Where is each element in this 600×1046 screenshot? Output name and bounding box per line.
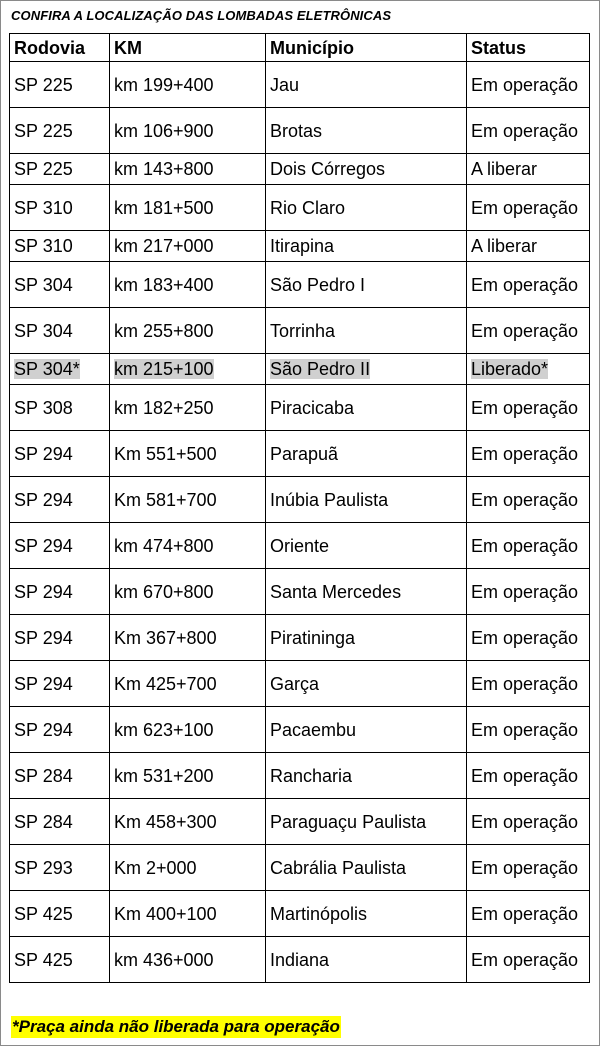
cell-rodovia-text: SP 425 bbox=[14, 949, 73, 970]
cell-status-text: Em operação bbox=[471, 903, 579, 924]
cell-km bbox=[110, 661, 266, 707]
cell-status-text: Em operação bbox=[471, 581, 579, 602]
cell-rodovia bbox=[10, 354, 110, 385]
table-row bbox=[10, 569, 590, 615]
cell-km bbox=[110, 231, 266, 262]
cell-status-text: Em operação bbox=[471, 443, 579, 464]
table-row bbox=[10, 477, 590, 523]
cell-status bbox=[467, 891, 590, 937]
cell-km-text: km 670+800 bbox=[114, 581, 214, 602]
cell-status-text: Em operação bbox=[471, 197, 579, 218]
cell-municipio-text: Santa Mercedes bbox=[270, 581, 402, 602]
cell-municipio bbox=[266, 108, 467, 154]
cell-km bbox=[110, 354, 266, 385]
cell-km bbox=[110, 845, 266, 891]
cell-km-text: km 474+800 bbox=[114, 535, 214, 556]
cell-status-text: Em operação bbox=[471, 74, 579, 95]
header-rodovia: Rodovia bbox=[10, 34, 110, 62]
cell-rodovia-text: SP 425 bbox=[14, 903, 73, 924]
cell-municipio-text: Dois Córregos bbox=[270, 159, 386, 179]
cell-km bbox=[110, 477, 266, 523]
cell-municipio bbox=[266, 431, 467, 477]
cell-status-text: A liberar bbox=[471, 236, 538, 256]
cell-km bbox=[110, 523, 266, 569]
cell-municipio bbox=[266, 62, 467, 108]
cell-municipio-text: Piratininga bbox=[270, 627, 356, 648]
table-row bbox=[10, 154, 590, 185]
cell-municipio bbox=[266, 523, 467, 569]
cell-municipio bbox=[266, 308, 467, 354]
header-km: KM bbox=[110, 34, 266, 62]
cell-status-text: Em operação bbox=[471, 765, 579, 786]
cell-km bbox=[110, 707, 266, 753]
cell-status-text: A liberar bbox=[471, 159, 538, 179]
cell-status bbox=[467, 845, 590, 891]
cell-municipio-text: Torrinha bbox=[270, 320, 336, 341]
cell-municipio bbox=[266, 891, 467, 937]
cell-rodovia bbox=[10, 185, 110, 231]
table-row bbox=[10, 845, 590, 891]
cell-municipio-text: São Pedro II bbox=[270, 359, 371, 379]
cell-status-text: Em operação bbox=[471, 811, 579, 832]
table-row bbox=[10, 385, 590, 431]
cell-rodovia bbox=[10, 891, 110, 937]
cell-rodovia-text: SP 294 bbox=[14, 627, 73, 648]
cell-status bbox=[467, 477, 590, 523]
cell-municipio-text: Pacaembu bbox=[270, 719, 357, 740]
table-header-row bbox=[10, 34, 590, 62]
cell-km-text: Km 400+100 bbox=[114, 903, 217, 924]
cell-km bbox=[110, 308, 266, 354]
cell-km-text: km 217+000 bbox=[114, 236, 214, 256]
cell-municipio-text: Garça bbox=[270, 673, 320, 694]
cell-rodovia-text: SP 294 bbox=[14, 581, 73, 602]
cell-status-text: Em operação bbox=[471, 857, 579, 878]
cell-status-text: Em operação bbox=[471, 274, 579, 295]
table-row bbox=[10, 185, 590, 231]
cell-status-text: Liberado* bbox=[471, 359, 549, 379]
cell-municipio-text: Rancharia bbox=[270, 765, 353, 786]
table-row bbox=[10, 308, 590, 354]
cell-municipio-text: Inúbia Paulista bbox=[270, 489, 389, 510]
cell-km-text: km 623+100 bbox=[114, 719, 214, 740]
cell-km bbox=[110, 753, 266, 799]
cell-km-text: km 182+250 bbox=[114, 397, 214, 418]
cell-rodovia-text: SP 284 bbox=[14, 765, 73, 786]
cell-km-text: Km 458+300 bbox=[114, 811, 217, 832]
cell-rodovia bbox=[10, 707, 110, 753]
cell-rodovia bbox=[10, 108, 110, 154]
table-row bbox=[10, 661, 590, 707]
cell-km-text: km 106+900 bbox=[114, 120, 214, 141]
table-row bbox=[10, 262, 590, 308]
cell-km-text: Km 581+700 bbox=[114, 489, 217, 510]
cell-rodovia-text: SP 304 bbox=[14, 274, 73, 295]
cell-km bbox=[110, 891, 266, 937]
cell-status bbox=[467, 154, 590, 185]
cell-municipio bbox=[266, 385, 467, 431]
cell-municipio bbox=[266, 661, 467, 707]
cell-municipio-text: Rio Claro bbox=[270, 197, 346, 218]
cell-rodovia bbox=[10, 154, 110, 185]
cell-status-text: Em operação bbox=[471, 627, 579, 648]
cell-status bbox=[467, 569, 590, 615]
table-row bbox=[10, 937, 590, 983]
table-row bbox=[10, 799, 590, 845]
cell-rodovia-text: SP 308 bbox=[14, 397, 73, 418]
cell-rodovia bbox=[10, 569, 110, 615]
table-row bbox=[10, 753, 590, 799]
cell-rodovia-text: SP 293 bbox=[14, 857, 73, 878]
cell-km bbox=[110, 937, 266, 983]
cell-status bbox=[467, 799, 590, 845]
table-body bbox=[10, 62, 590, 983]
cell-rodovia-text: SP 294 bbox=[14, 489, 73, 510]
speed-bumps-table bbox=[9, 33, 590, 983]
cell-municipio bbox=[266, 154, 467, 185]
cell-rodovia-text: SP 294 bbox=[14, 535, 73, 556]
cell-status bbox=[467, 231, 590, 262]
cell-rodovia-text: SP 294 bbox=[14, 719, 73, 740]
cell-km bbox=[110, 62, 266, 108]
cell-status-text: Em operação bbox=[471, 397, 579, 418]
cell-status bbox=[467, 707, 590, 753]
cell-status bbox=[467, 354, 590, 385]
footnote: *Praça ainda não liberada para operação bbox=[12, 1017, 340, 1036]
cell-km-text: Km 367+800 bbox=[114, 627, 217, 648]
cell-municipio bbox=[266, 231, 467, 262]
cell-rodovia bbox=[10, 308, 110, 354]
table-row bbox=[10, 523, 590, 569]
cell-rodovia-text: SP 310 bbox=[14, 197, 73, 218]
cell-municipio bbox=[266, 477, 467, 523]
page-title: CONFIRA A LOCALIZAÇÃO DAS LOMBADAS ELETRÔNICAS bbox=[11, 8, 392, 23]
table-row bbox=[10, 707, 590, 753]
cell-rodovia bbox=[10, 62, 110, 108]
cell-km-text: km 183+400 bbox=[114, 274, 214, 295]
cell-status bbox=[467, 385, 590, 431]
cell-rodovia bbox=[10, 845, 110, 891]
cell-status bbox=[467, 523, 590, 569]
cell-km-text: km 436+000 bbox=[114, 949, 214, 970]
cell-municipio bbox=[266, 937, 467, 983]
table-row bbox=[10, 231, 590, 262]
cell-km bbox=[110, 385, 266, 431]
cell-rodovia-text: SP 304 bbox=[14, 320, 73, 341]
cell-status bbox=[467, 753, 590, 799]
cell-status bbox=[467, 615, 590, 661]
cell-municipio bbox=[266, 185, 467, 231]
cell-municipio bbox=[266, 753, 467, 799]
table-row bbox=[10, 108, 590, 154]
header-status: Status bbox=[467, 34, 590, 62]
cell-municipio bbox=[266, 707, 467, 753]
cell-status bbox=[467, 431, 590, 477]
header-municipio: Município bbox=[266, 34, 467, 62]
cell-status-text: Em operação bbox=[471, 120, 579, 141]
cell-municipio bbox=[266, 569, 467, 615]
cell-rodovia-text: SP 225 bbox=[14, 74, 73, 95]
cell-status-text: Em operação bbox=[471, 320, 579, 341]
table-row bbox=[10, 431, 590, 477]
cell-km-text: km 143+800 bbox=[114, 159, 214, 179]
cell-rodovia bbox=[10, 661, 110, 707]
cell-rodovia bbox=[10, 615, 110, 661]
table-row bbox=[10, 615, 590, 661]
cell-rodovia-text: SP 225 bbox=[14, 120, 73, 141]
cell-rodovia-text: SP 284 bbox=[14, 811, 73, 832]
cell-km-text: Km 425+700 bbox=[114, 673, 217, 694]
table-row bbox=[10, 891, 590, 937]
cell-rodovia bbox=[10, 799, 110, 845]
cell-status bbox=[467, 108, 590, 154]
cell-status-text: Em operação bbox=[471, 719, 579, 740]
cell-status bbox=[467, 308, 590, 354]
cell-rodovia bbox=[10, 231, 110, 262]
cell-km bbox=[110, 615, 266, 661]
cell-rodovia-text: SP 304* bbox=[14, 359, 80, 379]
cell-municipio-text: Cabrália Paulista bbox=[270, 857, 407, 878]
table-row bbox=[10, 354, 590, 385]
cell-municipio-text: Paraguaçu Paulista bbox=[270, 811, 427, 832]
cell-km-text: km 255+800 bbox=[114, 320, 214, 341]
cell-municipio bbox=[266, 262, 467, 308]
cell-rodovia bbox=[10, 385, 110, 431]
cell-km-text: km 531+200 bbox=[114, 765, 214, 786]
cell-km-text: km 181+500 bbox=[114, 197, 214, 218]
cell-status-text: Em operação bbox=[471, 949, 579, 970]
table-row bbox=[10, 62, 590, 108]
cell-municipio-text: Jau bbox=[270, 74, 300, 95]
cell-km-text: km 215+100 bbox=[114, 359, 214, 379]
cell-rodovia-text: SP 225 bbox=[14, 159, 73, 179]
cell-km bbox=[110, 262, 266, 308]
cell-km bbox=[110, 799, 266, 845]
cell-status-text: Em operação bbox=[471, 535, 579, 556]
cell-rodovia bbox=[10, 262, 110, 308]
cell-rodovia-text: SP 294 bbox=[14, 443, 73, 464]
cell-rodovia bbox=[10, 431, 110, 477]
cell-km bbox=[110, 154, 266, 185]
cell-rodovia bbox=[10, 477, 110, 523]
cell-municipio-text: Oriente bbox=[270, 535, 330, 556]
cell-km-text: Km 551+500 bbox=[114, 443, 217, 464]
cell-km bbox=[110, 431, 266, 477]
cell-municipio-text: Parapuã bbox=[270, 443, 339, 464]
cell-municipio bbox=[266, 615, 467, 661]
cell-status bbox=[467, 262, 590, 308]
cell-km bbox=[110, 569, 266, 615]
cell-rodovia-text: SP 294 bbox=[14, 673, 73, 694]
cell-km bbox=[110, 185, 266, 231]
cell-municipio bbox=[266, 845, 467, 891]
cell-municipio bbox=[266, 354, 467, 385]
cell-municipio bbox=[266, 799, 467, 845]
cell-status bbox=[467, 937, 590, 983]
cell-km-text: km 199+400 bbox=[114, 74, 214, 95]
cell-municipio-text: Piracicaba bbox=[270, 397, 355, 418]
cell-status-text: Em operação bbox=[471, 673, 579, 694]
cell-km-text: Km 2+000 bbox=[114, 857, 197, 878]
cell-municipio-text: Itirapina bbox=[270, 236, 335, 256]
cell-status-text: Em operação bbox=[471, 489, 579, 510]
cell-municipio-text: Indiana bbox=[270, 949, 330, 970]
cell-municipio-text: São Pedro I bbox=[270, 274, 366, 295]
cell-rodovia-text: SP 310 bbox=[14, 236, 73, 256]
cell-status bbox=[467, 185, 590, 231]
cell-rodovia bbox=[10, 937, 110, 983]
cell-municipio-text: Brotas bbox=[270, 120, 323, 141]
cell-rodovia bbox=[10, 523, 110, 569]
cell-status bbox=[467, 62, 590, 108]
cell-rodovia bbox=[10, 753, 110, 799]
cell-municipio-text: Martinópolis bbox=[270, 903, 368, 924]
cell-km bbox=[110, 108, 266, 154]
cell-status bbox=[467, 661, 590, 707]
